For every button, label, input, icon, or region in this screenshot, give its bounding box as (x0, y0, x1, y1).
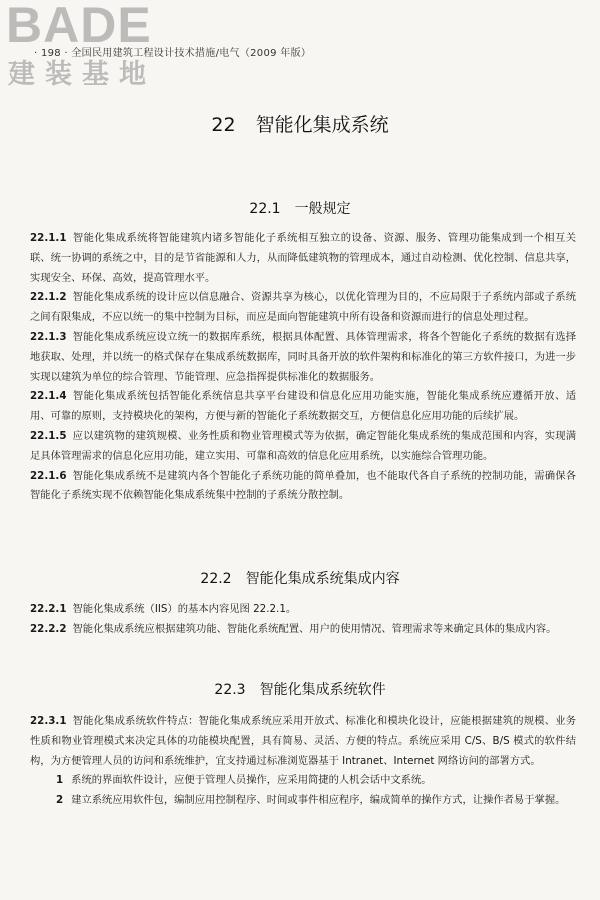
list-marker: 1 (56, 774, 64, 787)
clause-number: 22.1.2 (30, 291, 67, 304)
list-item (30, 791, 576, 811)
clause (30, 467, 576, 507)
clause-number: 22.2.1 (30, 603, 67, 615)
watermark-logo: BADE (6, 0, 152, 53)
clause-number: 22.1.5 (30, 429, 67, 442)
watermark-logo-cn: 建装基地 (8, 59, 156, 90)
chapter-number: 22 (211, 114, 236, 136)
clause (30, 712, 576, 771)
list-item (30, 771, 576, 791)
section-number: 22.2 (200, 571, 232, 587)
list-marker: 2 (56, 794, 64, 807)
section-title-text: 智能化集成系统集成内容 (245, 571, 400, 587)
clause-text: 智能化集成系统应根据建筑功能、智能化系统配置、用户的使用情况、管理需求等来确定具体的集成内容。 (72, 622, 557, 635)
section-number: 22.1 (249, 201, 281, 217)
clause-number: 22.2.2 (30, 622, 67, 635)
clause-number: 22.3.1 (30, 715, 67, 727)
list-item-text: 系统的界面软件设计，应便于管理人员操作，应采用简捷的人机会话中文系统。 (71, 774, 432, 787)
section-title-text: 一般规定 (294, 201, 351, 217)
section-title-22-1 (0, 198, 600, 218)
clause (30, 229, 576, 288)
chapter-title (0, 110, 600, 137)
clause-text: 智能化集成系统应设立统一的数据库系统，根据具体配置、具体管理需求，将各个智能化子系统的数据有选择地获取、处理，并以统一的格式保存在集成系统数据库，同时具备开放的软件架构和标准化的第三方软件接口，为进一步实现以建筑为单位的综合管理、节能管理、应急指挥提供标准化的数据服务。 (30, 330, 576, 383)
clause-text: 智能化集成系统包括智能化系统信息共享平台建设和信息化应用功能实施，智能化集成系统应遵循开放、适用、可靠的原则，支持模块化的架构，方便与新的智能化子系统数据交互，方便信息化应用功能的后续扩展。 (30, 390, 576, 423)
section-title-22-3 (0, 679, 600, 699)
clause-text: 智能化集成系统的设计应以信息融合、资源共享为核心，以优化管理为目的，不应局限于子系统内部或子系统之间有限集成，不应以统一的集中控制为目标，而应是面向智能建筑中所有设备和资源而进行的信息处理过程。 (30, 291, 576, 324)
clause-text: 智能化集成系统将智能建筑内诸多智能化子系统相互独立的设备、资源、服务、管理功能集成到一个相互关联、统一协调的系统之中，目的是节省能源和人力，从而降低建筑物的管理成本，通过自动检测、优化控制、信息共享，实现安全、环保、高效，提高管理水平。 (30, 232, 576, 284)
clause-number: 22.1.3 (30, 330, 67, 343)
clause (30, 288, 576, 328)
section-title-22-2 (0, 568, 600, 588)
section-title-text: 智能化集成系统软件 (259, 682, 386, 698)
chapter-title-text: 智能化集成系统 (255, 114, 389, 136)
clause (30, 427, 576, 467)
clause-number: 22.1.4 (30, 390, 67, 403)
section-body-22-3 (30, 712, 576, 811)
clause (30, 387, 576, 427)
clause-text: 智能化集成系统软件特点：智能化集成系统应采用开放式、标准化和模块化设计，应能根据建筑的规模、业务性质和物业管理模式来决定具体的功能模块配置，具有简易、灵活、方便的特点。系统应采用 C/S、B/S 模式的软件结构，为方便管理人员的访问和系统维护，宜支持通过标准浏览器基于 Intranet、Internet 网络访问的部署方式。 (30, 715, 576, 767)
clause-text: 智能化集成系统不是建筑内各个智能化子系统功能的简单叠加，也不能取代各自子系统的控制功能，需确保各智能化子系统实现不依赖智能化集成系统集中控制的子系统分散控制。 (30, 469, 576, 502)
list-item-text: 建立系统应用软件包，编制应用控制程序、时间或事件相应程序，编成简单的操作方式，让操作者易于掌握。 (71, 794, 566, 807)
clause (30, 328, 576, 387)
section-body-22-1 (30, 229, 576, 506)
section-body-22-2 (30, 600, 576, 640)
clause (30, 620, 576, 640)
running-header: · 198 · 全国民用建筑工程设计技术措施/电气（2009 年版） (34, 48, 312, 59)
clause-text: 智能化集成系统（IIS）的基本内容见图 22.2.1。 (72, 603, 297, 615)
clause-number: 22.1.1 (30, 232, 67, 244)
clause-text: 应以建筑物的建筑规模、业务性质和物业管理模式等为依据，确定智能化集成系统的集成范围和内容，实现满足具体管理需求的信息化应用功能，建立实用、可靠和高效的信息化应用系统，以实施综合管理功能。 (30, 429, 576, 462)
clause-number: 22.1.6 (30, 469, 67, 482)
clause (30, 600, 576, 620)
section-number: 22.3 (214, 682, 246, 698)
